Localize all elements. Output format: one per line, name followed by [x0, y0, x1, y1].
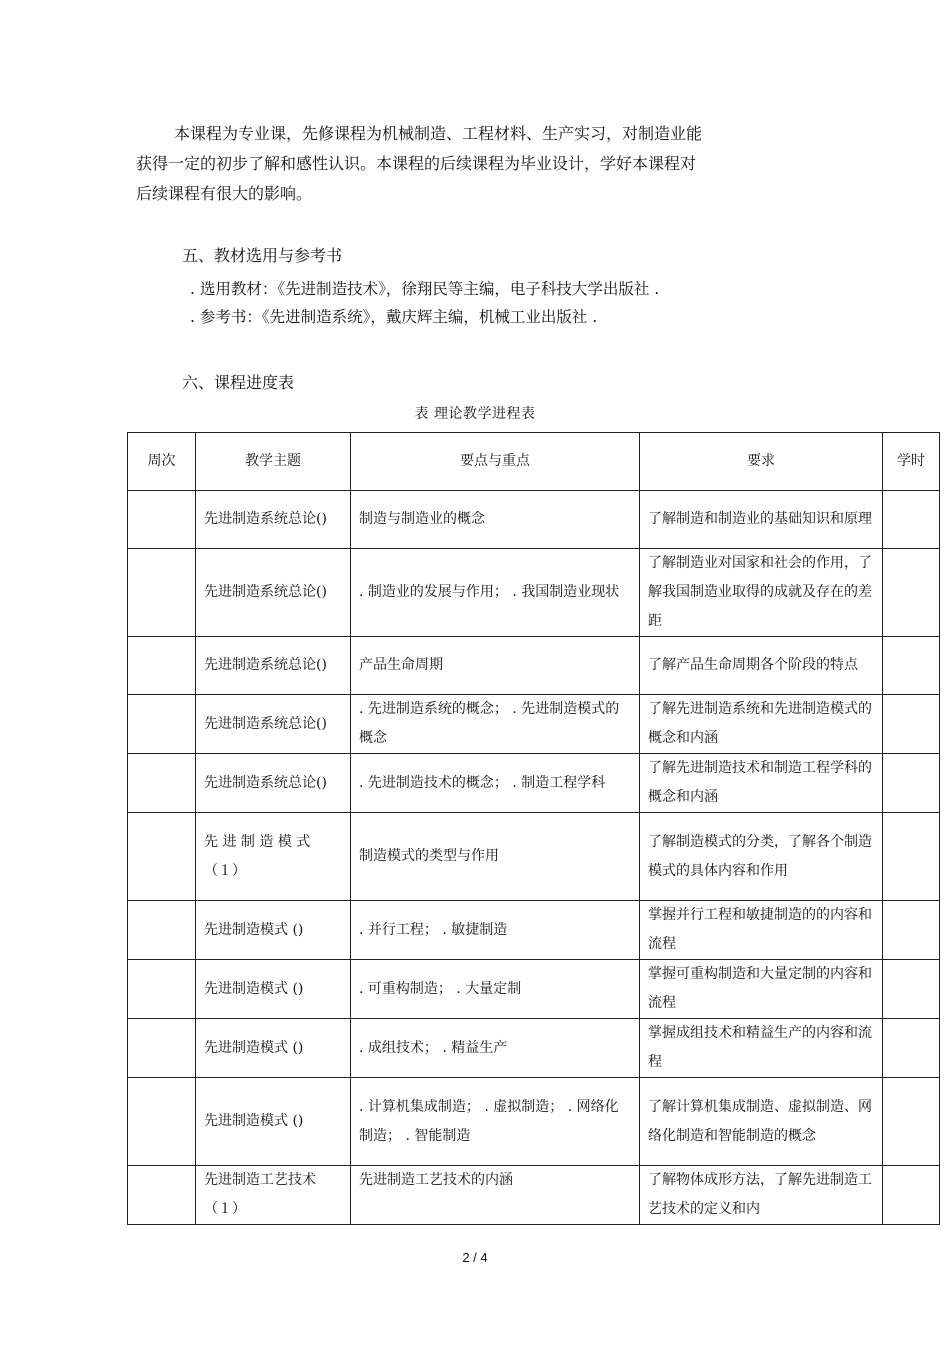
cell-requirement: 掌握成组技术和精益生产的内容和流程: [640, 1019, 883, 1078]
header-topic: 教学主题: [196, 433, 351, 491]
cell-week: [128, 549, 196, 637]
cell-keypoints: 制造模式的类型与作用: [351, 813, 640, 901]
cell-week: [128, 695, 196, 754]
cell-requirement: 掌握可重构制造和大量定制的内容和流程: [640, 960, 883, 1019]
header-week: 周次: [128, 433, 196, 491]
cell-hours: [883, 1078, 940, 1166]
cell-hours: [883, 695, 940, 754]
cell-week: [128, 901, 196, 960]
table-row: [128, 695, 940, 754]
intro-line-2: 获得一定的初步了解和感性认识。本课程的后续课程为毕业设计，学好本课程对: [136, 154, 697, 173]
cell-keypoints: 制造与制造业的概念: [351, 491, 640, 549]
cell-hours: [883, 813, 940, 901]
page-number: 2 / 4: [462, 1250, 488, 1265]
cell-hours: [883, 901, 940, 960]
cell-keypoints: . 计算机集成制造； . 虚拟制造； . 网络化制造； . 智能制造: [351, 1078, 640, 1166]
cell-hours: [883, 1019, 940, 1078]
cell-hours: [883, 491, 940, 549]
table-row: [128, 1078, 940, 1166]
cell-topic: 先进制造模式 (): [196, 901, 351, 960]
table-row: [128, 813, 940, 901]
cell-requirement: 了解制造模式的分类，了解各个制造模式的具体内容和作用: [640, 813, 883, 901]
cell-requirement: 了解制造业对国家和社会的作用，了解我国制造业取得的成就及存在的差距: [640, 549, 883, 637]
cell-week: [128, 813, 196, 901]
cell-keypoints: . 先进制造系统的概念； . 先进制造模式的概念: [351, 695, 640, 754]
cell-week: [128, 1166, 196, 1225]
cell-keypoints: . 并行工程； . 敏捷制造: [351, 901, 640, 960]
table-row: [128, 1019, 940, 1078]
reference-book-line: . 参考书：《先进制造系统》，戴庆辉主编，机械工业出版社 .: [190, 308, 598, 326]
cell-keypoints: 先进制造工艺技术的内涵: [351, 1166, 640, 1225]
cell-keypoints: . 成组技术； . 精益生产: [351, 1019, 640, 1078]
cell-topic: 先进制造模式 (): [196, 960, 351, 1019]
section-6-heading: 六、课程进度表: [182, 373, 295, 392]
cell-requirement: 了解计算机集成制造、虚拟制造、网络化制造和智能制造的概念: [640, 1078, 883, 1166]
intro-line-1: 本课程为专业课，先修课程为机械制造、工程材料、生产实习，对制造业能: [174, 124, 703, 143]
table-caption: 表 理论教学进程表: [414, 406, 536, 422]
intro-paragraph: [136, 119, 776, 209]
table-row: [128, 1166, 940, 1225]
cell-keypoints: . 制造业的发展与作用； . 我国制造业现状: [351, 549, 640, 637]
cell-keypoints: 产品生命周期: [351, 637, 640, 695]
cell-keypoints: . 可重构制造； . 大量定制: [351, 960, 640, 1019]
cell-week: [128, 1019, 196, 1078]
table-row: [128, 637, 940, 695]
cell-topic: 先进制造系统总论(): [196, 695, 351, 754]
cell-requirement: 了解物体成形方法，了解先进制造工艺技术的定义和内: [640, 1166, 883, 1225]
textbook-line: . 选用教材：《先进制造技术》，徐翔民等主编，电子科技大学出版社 .: [190, 280, 660, 298]
cell-requirement: 了解制造和制造业的基础知识和原理: [640, 491, 883, 549]
cell-hours: [883, 549, 940, 637]
header-keypoints: 要点与重点: [351, 433, 640, 491]
cell-hours: [883, 960, 940, 1019]
cell-hours: [883, 637, 940, 695]
table-header-row: [128, 433, 940, 491]
table-row: [128, 491, 940, 549]
cell-week: [128, 637, 196, 695]
table-row: [128, 901, 940, 960]
table-row: [128, 549, 940, 637]
table-row: [128, 754, 940, 813]
section-5-heading: 五、教材选用与参考书: [182, 246, 343, 265]
intro-line-3: 后续课程有很大的影响。: [136, 184, 313, 203]
cell-topic: 先进制造系统总论(): [196, 549, 351, 637]
cell-requirement: 了解先进制造系统和先进制造模式的概念和内涵: [640, 695, 883, 754]
cell-week: [128, 754, 196, 813]
cell-topic: 先进制造模式 (): [196, 1019, 351, 1078]
cell-requirement: 掌握并行工程和敏捷制造的的内容和流程: [640, 901, 883, 960]
header-hours: 学时: [883, 433, 940, 491]
table-row: [128, 960, 940, 1019]
cell-topic: 先进制造系统总论(): [196, 754, 351, 813]
cell-topic: 先进制造模式 (): [196, 1078, 351, 1166]
cell-requirement: 了解产品生命周期各个阶段的特点: [640, 637, 883, 695]
cell-hours: [883, 1166, 940, 1225]
cell-hours: [883, 754, 940, 813]
cell-topic: 先进制造工艺技术（１）: [196, 1166, 351, 1225]
cell-topic: 先 进 制 造 模 式 （１）: [196, 813, 351, 901]
cell-week: [128, 491, 196, 549]
cell-topic: 先进制造系统总论(): [196, 637, 351, 695]
cell-week: [128, 960, 196, 1019]
cell-topic: 先进制造系统总论(): [196, 491, 351, 549]
cell-keypoints: . 先进制造技术的概念； . 制造工程学科: [351, 754, 640, 813]
header-requirement: 要求: [640, 433, 883, 491]
cell-requirement: 了解先进制造技术和制造工程学科的概念和内涵: [640, 754, 883, 813]
schedule-table: [127, 432, 940, 1225]
cell-week: [128, 1078, 196, 1166]
